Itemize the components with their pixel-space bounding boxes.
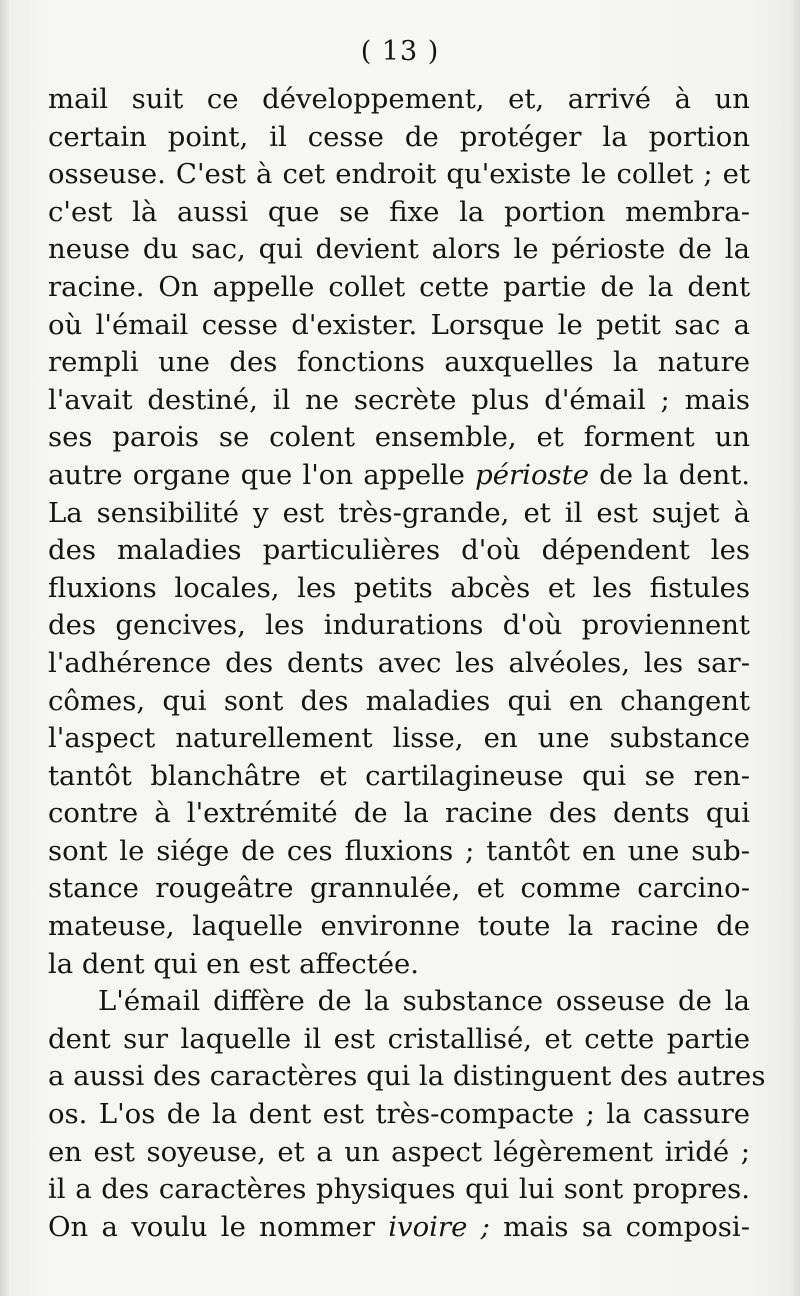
text-line: tantôt blanchâtre et cartilagineuse qui se ren- — [48, 759, 750, 792]
text-run: mais sa composi- — [489, 1210, 750, 1243]
text-line: dent sur laquelle il est cristallisé, et cette partie — [48, 1022, 750, 1055]
text-line-paragraph-end: la dent qui en est affectée. — [48, 947, 420, 980]
text-line: en est soyeuse, et a un aspect légèrement iridé ; — [48, 1135, 750, 1168]
page-left-edge-shadow — [0, 0, 10, 1296]
text-line: l'aspect naturellement lisse, en une substance — [48, 722, 750, 755]
text-line-paragraph-start: L'émail diffère de la substance osseuse de la — [98, 985, 750, 1018]
italic-term-ivoire: ivoire ; — [388, 1210, 490, 1243]
text-line: des maladies particulières d'où dépendent les — [48, 534, 750, 567]
text-line: il a des caractères physiques qui lui sont propres. — [48, 1173, 750, 1206]
text-line: où l'émail cesse d'exister. Lorsque le petit sac a — [48, 308, 750, 341]
text-line: l'avait destiné, il ne secrète plus d'émail ; mais — [48, 383, 750, 416]
page-right-edge-shadow — [790, 0, 800, 1296]
text-run: On a voulu le nommer — [48, 1210, 389, 1243]
text-line: certain point, il cesse de protéger la portion — [48, 120, 750, 153]
text-line: mail suit ce développement, et, arrivé à un — [48, 83, 750, 115]
text-run: de la dent. — [588, 458, 750, 491]
text-line: l'adhérence des dents avec les alvéoles, les sar- — [48, 646, 750, 679]
body-text — [48, 81, 766, 1246]
text-line-with-italic — [48, 457, 750, 495]
text-line: sont le siége de ces fluxions ; tantôt en une sub- — [48, 834, 750, 867]
page-number: ( 13 ) — [360, 36, 440, 67]
text-line: fluxions locales, les petits abcès et les fistules — [48, 571, 750, 604]
text-line: contre à l'extrémité de la racine des dents qui — [48, 797, 750, 830]
text-line: ses parois se colent ensemble, et forment un — [48, 421, 750, 454]
text-line: cômes, qui sont des maladies qui en changent — [48, 684, 750, 717]
text-line: rempli une des fonctions auxquelles la nature — [48, 346, 750, 379]
text-run: autre organe que l'on appelle — [48, 458, 476, 491]
text-line: stance rougeâtre grannulée, et comme carcino- — [48, 872, 750, 905]
text-line-with-italic — [48, 1209, 750, 1247]
text-line: des gencives, les indurations d'où proviennent — [48, 609, 750, 642]
text-line: La sensibilité y est très-grande, et il est sujet à — [48, 496, 750, 529]
text-line: a aussi des caractères qui la distinguent des autres — [48, 1060, 766, 1093]
text-line: neuse du sac, qui devient alors le périoste de la — [48, 233, 750, 266]
text-line: osseuse. C'est à cet endroit qu'existe le collet ; et — [48, 158, 750, 191]
text-line: c'est là aussi que se fixe la portion membra- — [48, 195, 750, 228]
text-line: os. L'os de la dent est très-compacte ; la cassure — [48, 1098, 750, 1131]
italic-term-perioste: périoste — [475, 458, 589, 491]
text-line: mateuse, laquelle environne toute la racine de — [48, 910, 750, 943]
text-line: racine. On appelle collet cette partie de la dent — [48, 270, 750, 303]
